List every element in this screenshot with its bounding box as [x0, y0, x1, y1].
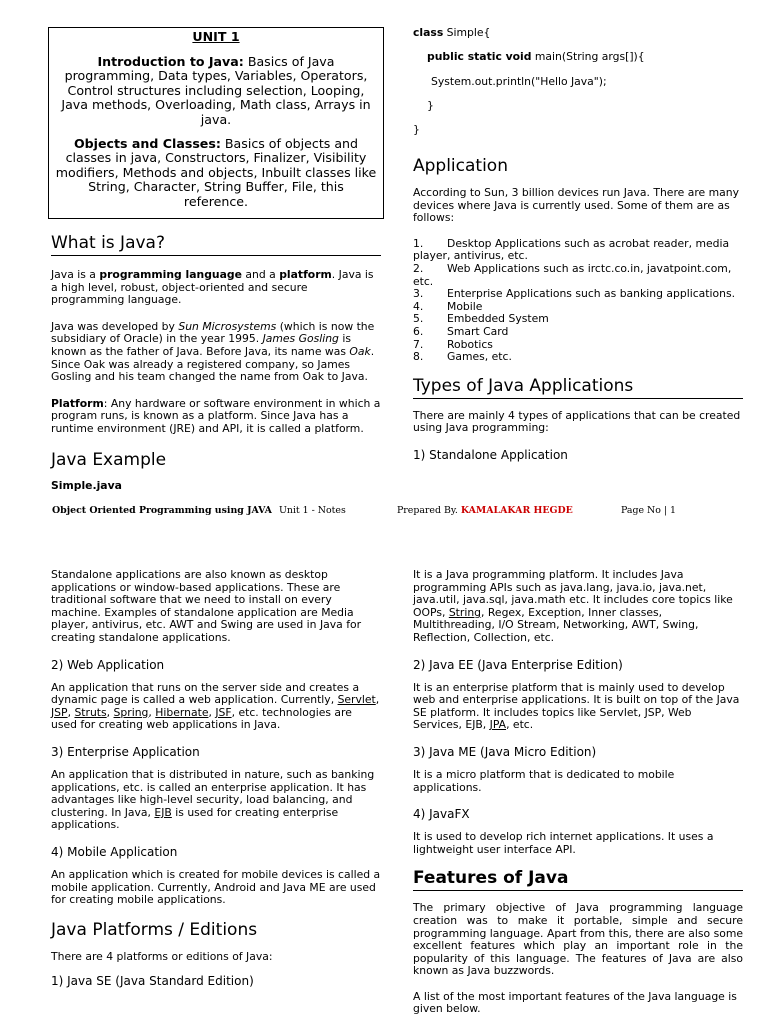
objects-heading: Objects and Classes: — [73, 135, 221, 151]
application-intro: According to Sun, 3 billion devices run Java. There are many devices where Java is currently used. Some of them are as follows: — [413, 186, 739, 225]
code-line-1: class Simple{ — [413, 26, 491, 39]
mobile-app-text: An application which is created for mobile devices is called a mobile application. Currently, Android and Java ME are used for creating mobile applications. — [51, 867, 381, 907]
code-listing — [413, 27, 743, 148]
footer-unit: Unit 1 - Notes — [279, 505, 346, 516]
types-heading: Types of Java Applications — [413, 376, 743, 399]
list-item: 7. Robotics — [413, 337, 493, 351]
hibernate-link[interactable]: Hibernate — [155, 705, 209, 719]
intro-text: Basics of Java programming, Data types, Variables, Operators, Control structures including selection, Looping, Java methods, Overloading, Math class, Arrays in java. — [61, 53, 371, 127]
jpa-link[interactable]: JPA — [489, 718, 507, 732]
string-link[interactable]: String — [448, 605, 482, 619]
footer-prepared: Prepared By. KAMALAKAR HEGDE — [397, 505, 573, 516]
list-item: 1. Desktop Applications such as acrobat reader, media player, antivirus, etc. — [413, 236, 730, 263]
list-item: 3. Enterprise Applications such as banking applications. — [413, 287, 736, 301]
web-app-text: An application that runs on the server side and creates a dynamic page is called a web application. Currently, Servlet, JSP, Struts, Spring, Hibernate, JSF, etc. technologies are used for creating web applications in Java. — [51, 680, 380, 732]
application-section — [413, 156, 743, 462]
code-line-2: public static void main(String args[]){ — [427, 50, 645, 64]
footer-page: Page No | 1 — [621, 505, 676, 516]
ejb-link[interactable]: EJB — [154, 805, 172, 819]
javafx-heading: 4) JavaFX — [413, 807, 470, 822]
what-is-java-section — [51, 233, 381, 492]
features-paragraph-2: A list of the most important features of the Java language is given below. — [413, 989, 737, 1016]
java-se-text: It is a Java programming platform. It includes Java programming APIs such as java.lang, java.io, java.net, java.util, java.sql, java.math etc. It includes core topics like OOPs, String, Regex, Exception, Inner classes, Multithreading, I/O Stream, Networking, AWT, Swing, Reflection, Collection, etc. — [413, 568, 733, 644]
javafx-text: It is used to develop rich internet applications. It uses a lightweight user interface API. — [413, 830, 714, 856]
features-paragraph-1: The primary objective of Java programming language creation was to make it portable, simple and secure programming language. Apart from this, there are also some excellent features which play an important role in the popularity of this language. The features of Java are also known as Java buzzwords. — [413, 901, 743, 978]
objects-text: Basics of objects and classes in java, Constructors, Finalizer, Visibility modifiers, Methods and objects, Inbuilt classes like String, Character, String Buffer, File, this reference. — [55, 135, 377, 209]
list-item: 4. Mobile — [413, 299, 483, 313]
intro-paragraph — [55, 55, 377, 128]
objects-paragraph — [55, 137, 377, 210]
list-item: 6. Smart Card — [413, 324, 509, 338]
java-example-heading: Java Example — [51, 449, 167, 470]
java-ee-text: It is an enterprise platform that is mainly used to develop web and enterprise applications. It is built on top of the Java SE platform. It includes topics like Servlet, JSP, Web Services, EJB, JPA, etc. — [413, 680, 740, 732]
what-is-java-p1: Java is a programming language and a platform. Java is a high level, robust, object-oriented and secure programming language. — [51, 268, 374, 307]
platform-paragraph: Platform: Any hardware or software environment in which a program runs, is known as a platform. Since Java has a runtime environment (JRE) and API, it is called a platform. — [51, 396, 381, 435]
list-item: 5. Embedded System — [413, 312, 549, 326]
what-is-java-p2: Java was developed by Sun Microsystems (which is now the subsidiary of Oracle) in the year 1995. James Gosling is known as the father of Java. Before Java, its name was Oak. Since Oak was already a registered company, so James Gosling and his team changed the name from Oak to Java. — [51, 319, 375, 384]
types-intro: There are mainly 4 types of applications that can be created using Java programming: — [413, 408, 741, 435]
list-item: 8. Games, etc. — [413, 350, 512, 364]
intro-heading: Introduction to Java: — [97, 53, 244, 69]
unit-title: UNIT 1 — [192, 29, 240, 44]
enterprise-app-text: An application that is distributed in nature, such as banking applications, etc. is called an enterprise application. It has advantages like high-level security, load balancing, and clustering. In Java, EJB is used for creating enterprise applications. — [51, 767, 375, 832]
enterprise-app-heading: 3) Enterprise Application — [51, 744, 200, 759]
servlet-link[interactable]: Servlet — [337, 693, 376, 707]
standalone-text: Standalone applications are also known as desktop applications or window-based applications. These are traditional software that we need to install on every machine. Examples of standalone application are Media player, antivirus, etc. AWT and Swing are used in Java for creating standalone applications. — [51, 568, 362, 644]
code-line-4: } — [427, 98, 434, 112]
application-list — [413, 238, 743, 364]
application-heading: Application — [413, 156, 508, 176]
what-is-java-heading: What is Java? — [51, 233, 381, 256]
list-item: 2. Web Applications such as irctc.co.in, javatpoint.com, etc. — [413, 261, 732, 288]
footer-author: KAMALAKAR HEGDE — [460, 505, 573, 516]
footer-course: Object Oriented Programming using JAVA — [52, 505, 272, 516]
code-line-3: System.out.println("Hello Java"); — [431, 74, 607, 88]
spring-link[interactable]: Spring — [113, 705, 149, 719]
struts-link[interactable]: Struts — [74, 705, 107, 719]
standalone-heading: 1) Standalone Application — [413, 447, 568, 462]
jsf-link[interactable]: JSF — [215, 705, 232, 719]
web-app-heading: 2) Web Application — [51, 657, 165, 672]
platforms-intro: There are 4 platforms or editions of Java: — [51, 949, 273, 963]
mobile-app-heading: 4) Mobile Application — [51, 844, 178, 859]
java-ee-heading: 2) Java EE (Java Enterprise Edition) — [413, 657, 623, 672]
jsp-link[interactable]: JSP — [51, 705, 68, 719]
platforms-heading: Java Platforms / Editions — [51, 919, 258, 940]
java-se-heading: 1) Java SE (Java Standard Edition) — [51, 974, 254, 989]
page2-left-column — [51, 569, 381, 988]
java-me-heading: 3) Java ME (Java Micro Edition) — [413, 744, 597, 759]
java-me-text: It is a micro platform that is dedicated to mobile applications. — [413, 767, 675, 794]
page2-right-column — [413, 569, 743, 1016]
code-line-5: } — [413, 123, 420, 137]
example-filename: Simple.java — [51, 478, 122, 492]
features-heading: Features of Java — [413, 868, 743, 891]
unit-summary-box — [48, 27, 384, 219]
